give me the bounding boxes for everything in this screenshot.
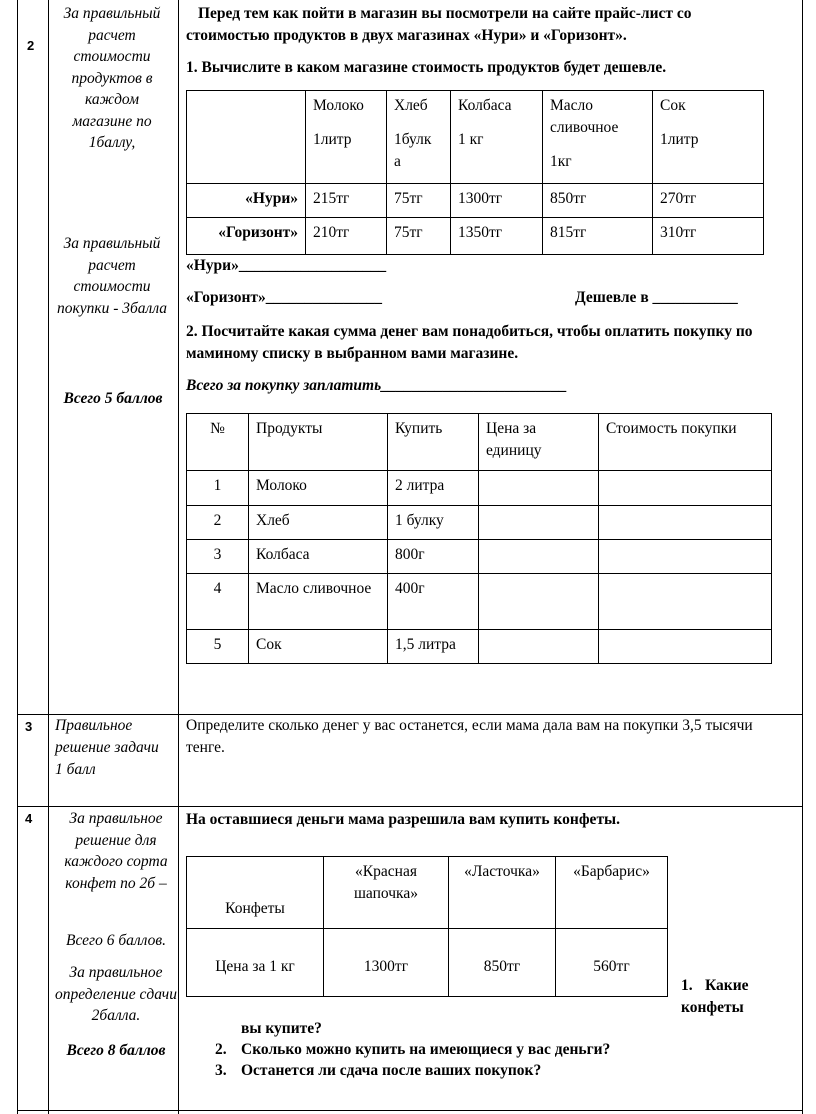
price-header-cell [653, 91, 764, 184]
list-cell: 1 булку [388, 506, 479, 540]
list-header-cell: Цена за единицу [479, 414, 599, 471]
candy-price-cell: 850тг [449, 929, 556, 997]
question-2-number: 2. [215, 1041, 227, 1058]
price-header-cell [451, 91, 543, 184]
price-cell: 815тг [543, 218, 653, 255]
list-header-cell: Стоимость покупки [599, 414, 772, 471]
question-1-part1: Какие конфеты [681, 977, 749, 1016]
row-divider-3-4 [17, 806, 803, 807]
question-1-number: 1. [681, 977, 693, 994]
shopping-list-table [186, 413, 772, 664]
task-question-1: 1. Вычислите в каком магазине стоимость продуктов будет дешевле. [186, 59, 667, 76]
list-cell: Масло сливочное [249, 574, 388, 630]
column-divider-2 [178, 0, 179, 1114]
list-cell: Сок [249, 630, 388, 664]
product-name: Хлеб [394, 97, 428, 114]
candy-row-label: Цена за 1 кг [187, 929, 324, 997]
list-cell: 1 [187, 471, 249, 506]
criteria-text: Всего 6 баллов. [66, 932, 166, 949]
product-unit: 1кг [550, 153, 572, 170]
price-cell: 75тг [387, 218, 451, 255]
list-cell: 800г [388, 540, 479, 574]
product-name: Колбаса [458, 97, 512, 114]
table-row [187, 506, 772, 540]
price-cell: 850тг [543, 184, 653, 218]
list-header-cell: № [187, 414, 249, 471]
task-intro: На оставшиеся деньги мама разрешила вам купить конфеты. [186, 811, 621, 828]
product-unit: 1литр [313, 131, 352, 148]
list-cell [599, 506, 772, 540]
list-cell: Молоко [249, 471, 388, 506]
list-cell: 3 [187, 540, 249, 574]
task-intro: Перед тем как пойти в магазин вы посмотрели на сайте прайс-лист со стоимостью продуктов в двух магазинах «Нури» и «Горизонт». [186, 5, 692, 44]
table-row [187, 630, 772, 664]
price-cell: 1300тг [451, 184, 543, 218]
list-cell: 5 [187, 630, 249, 664]
list-header-cell: Купить [388, 414, 479, 471]
total-payment-line: Всего за покупку заплатить________________________ [186, 377, 568, 394]
product-name: Молоко [313, 97, 364, 114]
question-3-number: 3. [215, 1062, 227, 1079]
border-right [802, 0, 803, 1114]
candy-header-cell: «Ласточка» [449, 857, 556, 929]
candy-table [186, 856, 668, 997]
list-cell [599, 574, 772, 630]
answer-line-nuri: «Нури»___________________ [186, 257, 387, 274]
list-cell [479, 574, 599, 630]
list-cell: 2 [187, 506, 249, 540]
column-divider-1 [48, 0, 49, 1114]
candy-header-cell: «Красная шапочка» [324, 857, 449, 929]
question-1-part2: вы купите? [241, 1020, 322, 1037]
candy-header-cell: «Барбарис» [556, 857, 668, 929]
price-cell: 210тг [306, 218, 387, 255]
border-bottom [17, 1110, 803, 1111]
price-cell: 310тг [653, 218, 764, 255]
candy-price-cell: 1300тг [324, 929, 449, 997]
price-table [186, 90, 764, 255]
price-header-cell [543, 91, 653, 184]
product-name: Масло сливочное [550, 97, 619, 136]
task-text: Определите сколько денег у вас останется, если мама дала вам на покупки 3,5 тысячи тенге. [186, 717, 753, 756]
list-cell [599, 471, 772, 506]
list-cell [479, 630, 599, 664]
price-cell: 1350тг [451, 218, 543, 255]
list-header-cell: Продукты [249, 414, 388, 471]
price-table-corner-cell [187, 91, 306, 184]
price-header-cell [306, 91, 387, 184]
store-name-cell: «Нури» [187, 184, 306, 218]
criteria-total: Всего 5 баллов [63, 390, 163, 407]
task-number: 4 [25, 811, 33, 826]
price-cell: 215тг [306, 184, 387, 218]
product-name: Сок [660, 97, 686, 114]
table-row [187, 574, 772, 630]
list-cell [479, 471, 599, 506]
price-cell: 270тг [653, 184, 764, 218]
list-cell: 2 литра [388, 471, 479, 506]
price-cell: 75тг [387, 184, 451, 218]
criteria-text: Правильное решение задачи 1 балл [55, 717, 159, 778]
list-cell [599, 540, 772, 574]
task-number: 3 [25, 719, 33, 734]
table-row [187, 540, 772, 574]
criteria-text: За правильное решение для каждого сорта конфет по 2б – [64, 810, 168, 892]
criteria-text: За правильный расчет стоимости покупки - 3балла [56, 235, 168, 317]
price-header-cell [387, 91, 451, 184]
product-unit: 1булк а [394, 131, 432, 170]
store-name-cell: «Горизонт» [187, 218, 306, 255]
list-cell [479, 540, 599, 574]
product-unit: 1 кг [458, 131, 484, 148]
answer-line-cheaper: Дешевле в ___________ [575, 289, 738, 306]
table-row [187, 471, 772, 506]
list-cell: 400г [388, 574, 479, 630]
list-cell [599, 630, 772, 664]
border-left [17, 0, 18, 1114]
task-number: 2 [27, 38, 35, 53]
criteria-total: Всего 8 баллов [66, 1042, 166, 1059]
candy-price-cell: 560тг [556, 929, 668, 997]
product-unit: 1литр [660, 131, 699, 148]
question-3: Останется ли сдача после ваших покупок? [241, 1062, 542, 1079]
list-cell: 4 [187, 574, 249, 630]
criteria-text: За правильный расчет стоимости продуктов в каждом магазине по 1баллу, [63, 5, 161, 151]
task-question-2: 2. Посчитайте какая сумма денег вам понадобиться, чтобы оплатить покупку по маминому списку в выбранном вами магазине. [186, 323, 753, 362]
list-cell: Колбаса [249, 540, 388, 574]
list-cell: Хлеб [249, 506, 388, 540]
list-cell: 1,5 литра [388, 630, 479, 664]
answer-line-horizont: «Горизонт»_______________ [186, 289, 382, 306]
question-2: Сколько можно купить на имеющиеся у вас деньги? [241, 1041, 611, 1058]
criteria-text: За правильное определение сдачи 2балла. [55, 964, 177, 1024]
list-cell [479, 506, 599, 540]
candy-header-cell: Конфеты [187, 857, 324, 929]
